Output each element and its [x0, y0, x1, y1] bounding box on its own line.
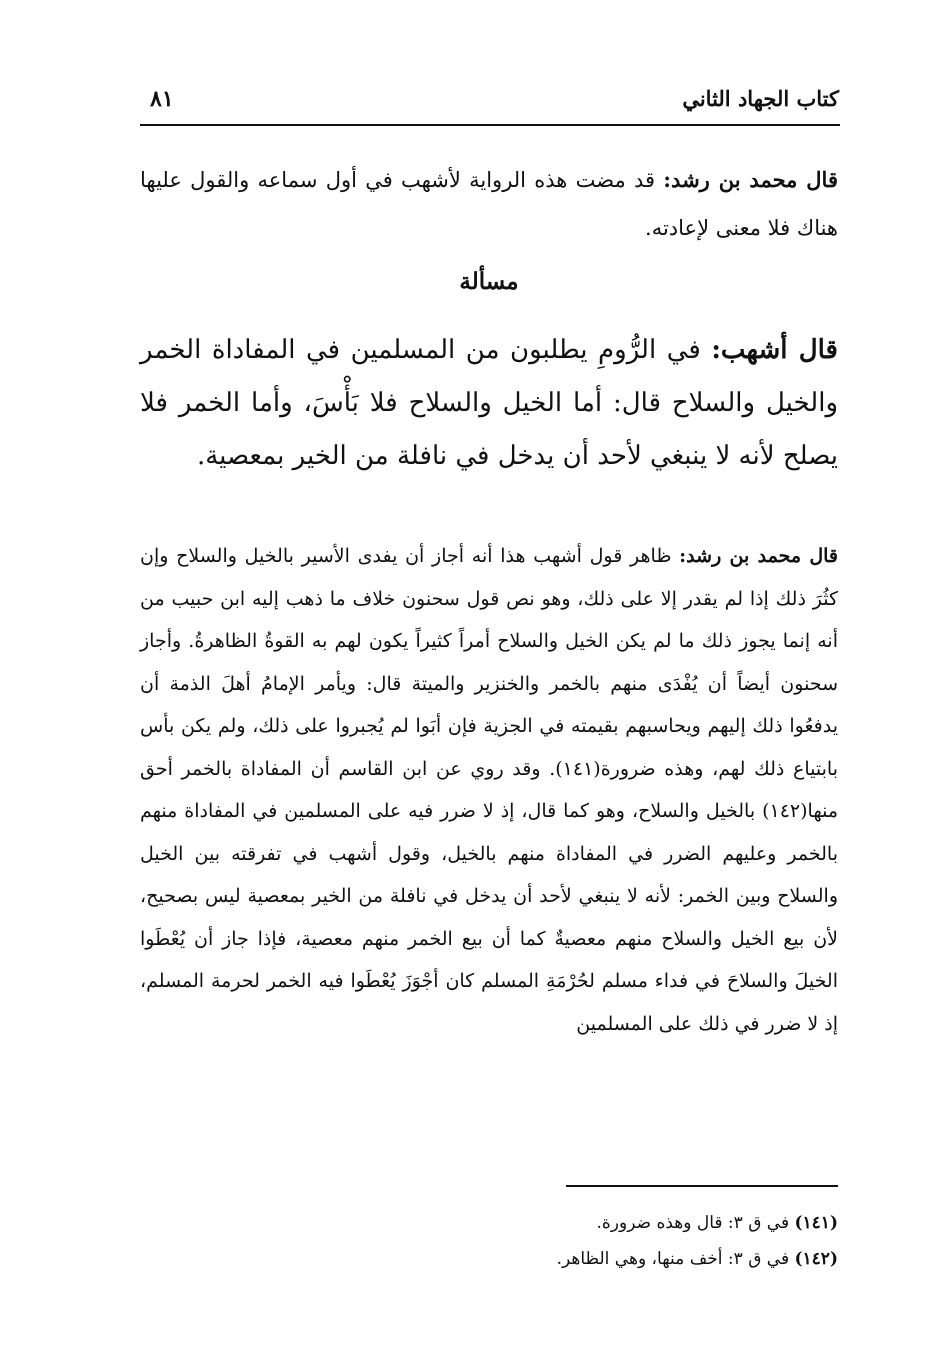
page-header: [150, 82, 839, 122]
paragraph-lead: قال أشهب:: [711, 335, 838, 365]
page-number: ٨١: [150, 86, 174, 112]
paragraph-question: [140, 324, 838, 483]
footnote: [140, 1241, 838, 1277]
footnote-text: في ق ٣: قال وهذه ضرورة.: [596, 1213, 795, 1233]
paragraph-lead: قال محمد بن رشد:: [679, 545, 838, 567]
footnote-number: (١٤٢): [794, 1249, 838, 1269]
header-rule: [140, 124, 840, 126]
footnote-text: في ق ٣: أخف منها، وهي الظاهر.: [556, 1249, 795, 1269]
paragraph-commentary-1: [140, 156, 838, 252]
paragraph-text: ظاهر قول أشهب هذا أنه أجاز أن يفدى الأسير بالخيل والسلاح وإن كثُرَ ذلك إذا لم يقدر إلا على ذلك، وهو نص قول سحنون خلاف ما ذهب إليه ابن حبيب من أنه إنما يجوز ذلك ما لم يكن الخيل والسلاح أمراً كثيراً يكون لهم به القوةُ الظاهرةُ. وأجاز سحنون أيضاً أن يُفْدَى منهم بالخمر والخنزير والميتة قال: ويأمر الإمامُ أهلَ الذمة أن يدفعُوا ذلك إليهم ويحاسبهم بقيمته في الجزية فإن أبَوا لم يُجبروا على ذلك، ولم يكن بأس بابتياع ذلك لهم، وهذه ضرورة(١٤١). وقد روي عن ابن القاسم أن المفاداة بالخمر أحق منها(١٤٢) بالخيل والسلاح، وهو كما قال، إذ لا ضرر فيه على المسلمين في المفاداة منهم بالخمر وعليهم الضرر في المفاداة منهم بالخيل، وقول أشهب في تفرقته بين الخيل والسلاح وبين الخمر: لأنه لا ينبغي لأحد أن يدخل في نافلة من الخير بمعصية ليس بصحيح، لأن بيع الخيل والسلاح منهم معصيةٌ كما أن بيع الخمر منهم معصية، فإذا جاز أن يُعْطَوا الخيلَ والسلاحَ في فداء مسلم لحُرْمَةِ المسلم كان أجْوَزَ يُعْطَوا فيه الخمر لحرمة المسلم، إذ لا ضرر في ذلك على المسلمين: [140, 545, 838, 1035]
paragraph-commentary-2: [140, 535, 838, 1045]
paragraph-text: في الرُّومِ يطلبون من المسلمين في المفاداة الخمر والخيل والسلاح قال: أما الخيل والسلاح فلا بَأْسَ، وأما الخمر فلا يصلح لأنه لا ينبغي لأحد أن يدخل في نافلة من الخير بمعصية.: [140, 335, 838, 471]
footnote-rule: [566, 1185, 838, 1187]
section-heading: مسألة: [459, 268, 519, 295]
footnotes: [140, 1205, 838, 1277]
running-title: كتاب الجهاد الثاني: [682, 86, 839, 111]
footnote-number: (١٤١): [794, 1213, 838, 1233]
paragraph-lead: قال محمد بن رشد:: [663, 167, 838, 192]
paragraph-text: قد مضت هذه الرواية لأشهب في أول سماعه والقول عليها هناك فلا معنى لإعادته.: [140, 168, 838, 240]
footnote: [140, 1205, 838, 1241]
